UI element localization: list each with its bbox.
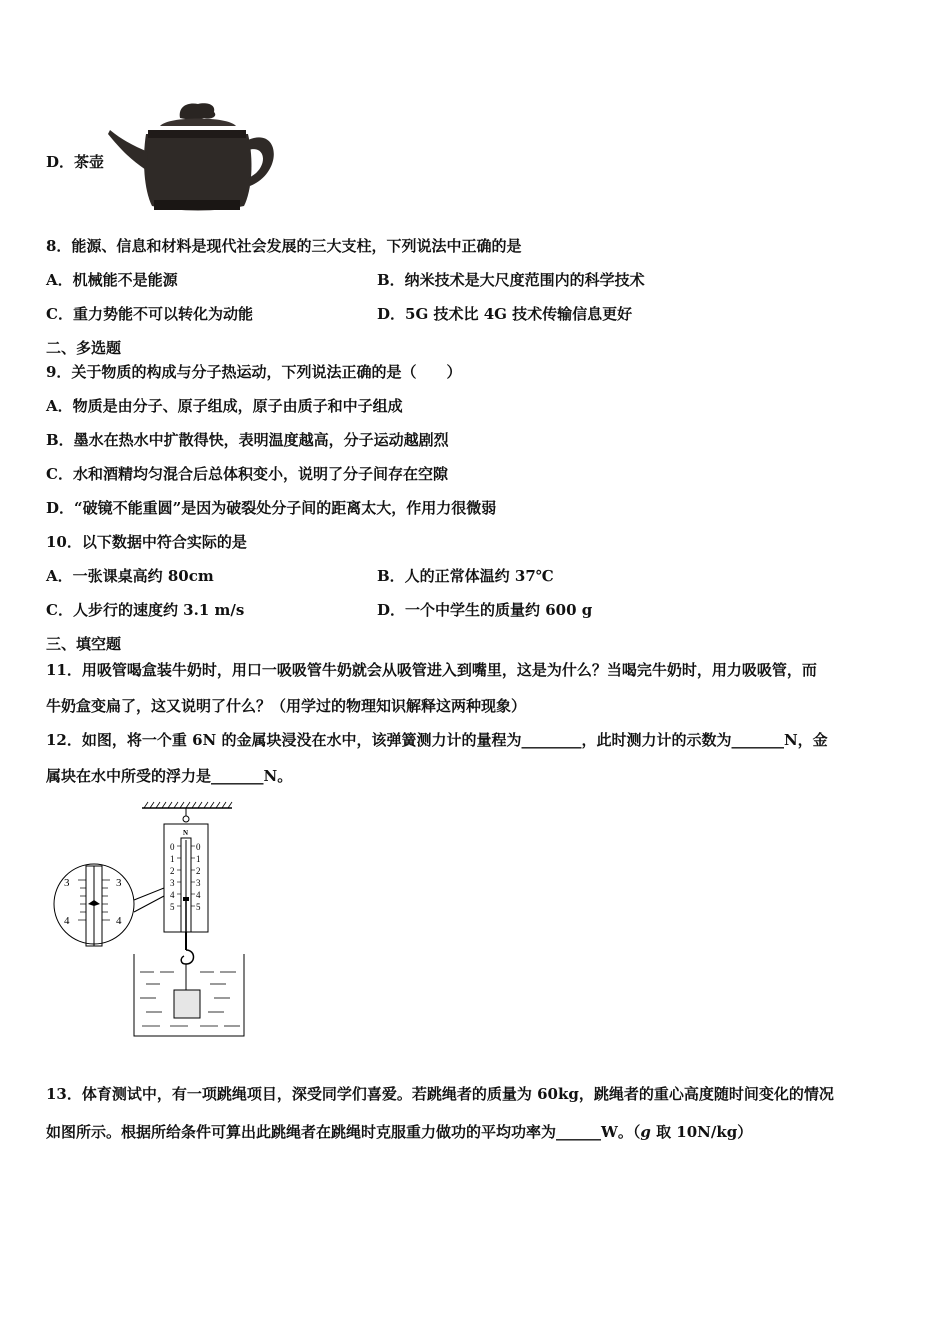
q9-option-c: C．水和酒精均匀混合后总体积变小，说明了分子间存在空隙	[46, 465, 448, 483]
q8-option-a: A．机械能不是能源	[46, 271, 178, 289]
q8-option-d: D．5G 技术比 4G 技术传输信息更好	[377, 305, 633, 323]
q11-line2: 牛奶盒变扁了，这又说明了什么？（用学过的物理知识解释这两种现象）	[46, 697, 527, 715]
scale-tick: 0	[170, 842, 175, 852]
q10-option-b: B．人的正常体温约 37℃	[377, 567, 554, 585]
q9-stem: 9．关于物质的构成与分子热运动，下列说法正确的是（ ）	[46, 363, 462, 381]
scale-tick: 4	[170, 890, 175, 900]
q9-option-b: B．墨水在热水中扩散得快，表明温度越高，分子运动越剧烈	[46, 431, 449, 449]
scale-tick: 5	[170, 902, 175, 912]
q8-stem: 8．能源、信息和材料是现代社会发展的三大支柱，下列说法中正确的是	[46, 237, 522, 255]
q9-option-d: D．“破镜不能重圆”是因为破裂处分子间的距离太大，作用力很微弱	[46, 499, 497, 517]
scale-tick: 2	[196, 866, 201, 876]
q13-line2	[46, 1122, 752, 1142]
section-fill-in: 三、填空题	[46, 635, 122, 653]
zoom-tick: 3	[64, 877, 70, 889]
scale-tick: 3	[196, 878, 201, 888]
q10-stem: 10．以下数据中符合实际的是	[46, 533, 247, 551]
scale-unit-label: N	[183, 829, 189, 837]
scale-tick: 1	[196, 854, 201, 864]
q8-option-b: B．纳米技术是大尺度范围内的科学技术	[377, 271, 645, 289]
q13-line2-end: 取 10N/kg）	[650, 1123, 753, 1141]
scale-tick: 3	[170, 878, 175, 888]
spring-scale-figure	[50, 800, 250, 1040]
q10-option-a: A．一张课桌高约 80cm	[46, 567, 214, 585]
q9-option-a: A．物质是由分子、原子组成，原子由质子和中子组成	[46, 397, 403, 415]
q13-line2-text: 如图所示。根据所给条件可算出此跳绳者在跳绳时克服重力做功的平均功率为______W。（	[46, 1123, 641, 1141]
scale-tick: 4	[196, 890, 201, 900]
q11-line1: 11．用吸管喝盒装牛奶时，用口一吸吸管牛奶就会从吸管进入到嘴里，这是为什么？当喝完牛奶时，用力吸吸管，而	[46, 661, 817, 679]
section-multiple-choice: 二、多选题	[46, 339, 122, 357]
zoom-tick: 4	[64, 915, 70, 927]
scale-tick: 0	[196, 842, 201, 852]
q13-line1: 13．体育测试中，有一项跳绳项目，深受同学们喜爱。若跳绳者的质量为 60kg，跳绳者的重心高度随时间变化的情况	[46, 1085, 834, 1103]
teapot-picture	[108, 100, 284, 214]
q10-option-d: D．一个中学生的质量约 600 g	[377, 601, 593, 619]
q8-option-c: C．重力势能不可以转化为动能	[46, 305, 253, 323]
scale-tick: 5	[196, 902, 201, 912]
zoom-tick: 4	[116, 915, 122, 927]
q12-line1: 12．如图，将一个重 6N 的金属块浸没在水中，该弹簧测力计的量程为________，此时测力计的示数为_______N，金	[46, 731, 828, 749]
zoom-tick: 3	[116, 877, 122, 889]
q10-option-c: C．人步行的速度约 3.1 m/s	[46, 601, 245, 619]
scale-tick: 1	[170, 854, 175, 864]
q12-line2: 属块在水中所受的浮力是_______N。	[46, 767, 293, 785]
q7-option-d: D．茶壶	[46, 153, 105, 171]
scale-tick: 2	[170, 866, 175, 876]
q13-g-symbol: g	[640, 1123, 651, 1141]
